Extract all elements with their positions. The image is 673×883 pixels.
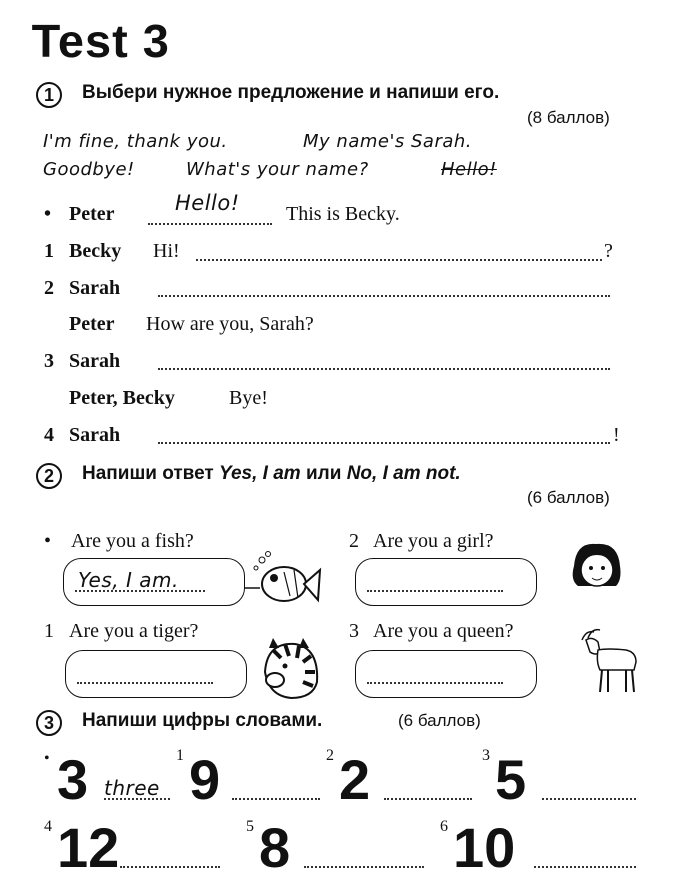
answer-line-4[interactable] bbox=[158, 442, 610, 444]
option-goodbye: Goodbye! bbox=[43, 159, 135, 180]
speech-bubble-tiger bbox=[65, 650, 247, 698]
speech-bubble-goat bbox=[355, 650, 537, 698]
speaker-peter: Peter bbox=[69, 203, 115, 225]
answer-line-1[interactable] bbox=[196, 259, 602, 261]
speaker-sarah: Sarah bbox=[69, 350, 121, 372]
digit-12: 12 bbox=[57, 816, 120, 879]
q-marker: 1 bbox=[44, 620, 54, 642]
task-2-instruction bbox=[82, 463, 461, 485]
speech-bubble-girl bbox=[355, 558, 537, 606]
digit-3: 3 bbox=[57, 748, 89, 811]
answer-line-three bbox=[104, 798, 170, 800]
answer-fish: Yes, I am. bbox=[78, 568, 179, 592]
tiger-icon bbox=[255, 632, 325, 700]
row-text: Hi! bbox=[153, 240, 180, 262]
instruction-or: или bbox=[300, 463, 347, 484]
answer-line-5[interactable] bbox=[542, 798, 636, 800]
row-text: How are you, Sarah? bbox=[146, 313, 314, 335]
page-title: Test 3 bbox=[31, 15, 170, 67]
answer-line-8[interactable] bbox=[304, 866, 424, 868]
question-tiger: Are you a tiger? bbox=[69, 620, 199, 642]
no-phrase: No, I am not. bbox=[346, 463, 461, 484]
option-whats-name: What's your name? bbox=[186, 159, 369, 180]
answer-line-9[interactable] bbox=[232, 798, 320, 800]
num-marker: 6 bbox=[440, 818, 448, 835]
answer-line-12[interactable] bbox=[120, 866, 220, 868]
answer-line-tiger[interactable] bbox=[77, 682, 213, 684]
speaker-becky: Becky bbox=[69, 240, 122, 262]
digit-9: 9 bbox=[189, 748, 221, 811]
digit-2: 2 bbox=[339, 748, 371, 811]
fish-icon bbox=[240, 548, 322, 608]
task-2-points: (6 баллов) bbox=[527, 488, 610, 507]
speaker-sarah: Sarah bbox=[69, 424, 121, 446]
row-marker: 2 bbox=[44, 277, 54, 299]
digit-8: 8 bbox=[259, 816, 291, 879]
row-marker: 1 bbox=[44, 240, 54, 262]
answer-line-goat[interactable] bbox=[367, 682, 503, 684]
row-text: This is Becky. bbox=[286, 203, 400, 225]
answer-line-girl[interactable] bbox=[367, 590, 503, 592]
row-end-punct: ! bbox=[613, 424, 620, 446]
task-1-instruction: Выбери нужное предложение и напиши его. bbox=[82, 82, 500, 103]
answer-line-2[interactable] bbox=[158, 295, 610, 297]
digit-10: 10 bbox=[453, 816, 516, 879]
task-1-number: 1 bbox=[36, 82, 62, 108]
task-3-number: 3 bbox=[36, 710, 62, 736]
answer-line bbox=[148, 223, 272, 225]
num-marker: 4 bbox=[44, 818, 52, 835]
task-3-instruction: Напиши цифры словами. bbox=[82, 710, 323, 731]
num-marker: 1 bbox=[176, 747, 184, 764]
speaker-peter: Peter bbox=[69, 313, 115, 335]
num-marker: 5 bbox=[246, 818, 254, 835]
yes-phrase: Yes, I am bbox=[219, 463, 301, 484]
question-fish: Are you a fish? bbox=[71, 530, 194, 552]
q-marker: • bbox=[44, 530, 52, 552]
question-girl: Are you a girl? bbox=[373, 530, 494, 552]
girl-icon bbox=[566, 540, 626, 596]
num-marker: 2 bbox=[326, 747, 334, 764]
answer-line-fish bbox=[75, 590, 205, 592]
task-3-points: (6 баллов) bbox=[398, 711, 481, 730]
task-2-number: 2 bbox=[36, 463, 62, 489]
option-hello-crossed: Hello! bbox=[441, 159, 497, 180]
row-marker: 4 bbox=[44, 424, 54, 446]
option-name: My name's Sarah. bbox=[303, 131, 473, 152]
row-marker: • bbox=[44, 203, 52, 225]
answer-hello: Hello! bbox=[175, 191, 240, 215]
answer-line-2[interactable] bbox=[384, 798, 472, 800]
q-marker: 2 bbox=[349, 530, 359, 552]
task-1-points: (8 баллов) bbox=[527, 108, 610, 127]
row-marker: 3 bbox=[44, 350, 54, 372]
speaker-peter-becky: Peter, Becky bbox=[69, 387, 175, 409]
answer-line-10[interactable] bbox=[534, 866, 636, 868]
num-marker: 3 bbox=[482, 747, 490, 764]
q-marker: 3 bbox=[349, 620, 359, 642]
option-fine: I'm fine, thank you. bbox=[43, 131, 228, 152]
num-marker: • bbox=[44, 750, 50, 767]
row-end-punct: ? bbox=[604, 240, 613, 262]
instruction-text: Напиши ответ bbox=[82, 463, 220, 484]
speaker-sarah: Sarah bbox=[69, 277, 121, 299]
answer-line-3[interactable] bbox=[158, 368, 610, 370]
digit-5: 5 bbox=[495, 748, 527, 811]
goat-icon bbox=[578, 626, 640, 696]
question-queen: Are you a queen? bbox=[373, 620, 514, 642]
row-text: Bye! bbox=[229, 387, 268, 409]
answer-three: three bbox=[104, 776, 160, 800]
